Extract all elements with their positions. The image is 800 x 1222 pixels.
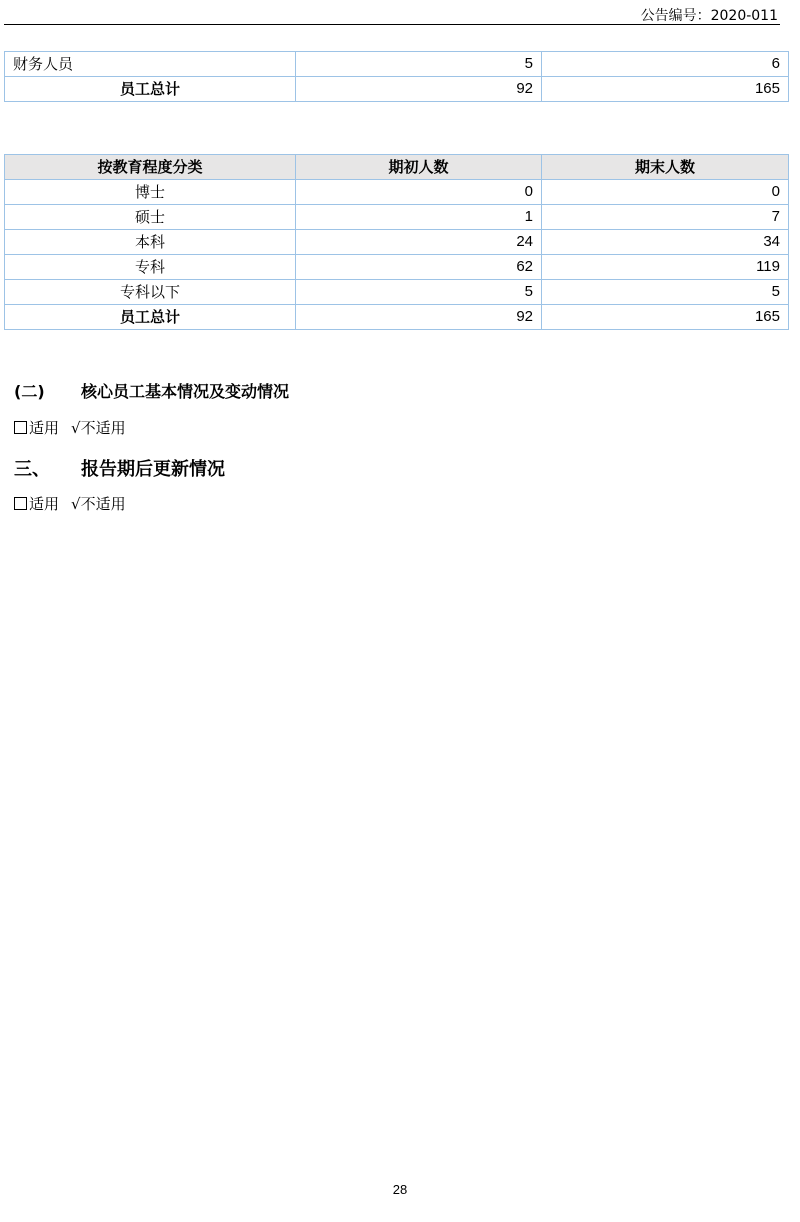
- row-label: 员工总计: [5, 305, 296, 330]
- start-count: 1: [296, 205, 542, 230]
- section-heading-post-period: [14, 455, 225, 481]
- table-row-total: [5, 77, 789, 102]
- start-count: 5: [296, 52, 542, 77]
- end-count: 34: [542, 230, 789, 255]
- section-heading-core-employees: [14, 379, 289, 402]
- section-title: 核心员工基本情况及变动情况: [81, 382, 290, 401]
- table-row: [5, 180, 789, 205]
- start-count: 5: [296, 280, 542, 305]
- row-label: 本科: [5, 230, 296, 255]
- applicability-options-post-period: [14, 493, 126, 514]
- row-label: 员工总计: [5, 77, 296, 102]
- table-row-total: [5, 305, 789, 330]
- end-count: 7: [542, 205, 789, 230]
- end-count: 165: [542, 305, 789, 330]
- section-number: (二): [14, 382, 45, 401]
- empty-checkbox-icon: [14, 421, 27, 434]
- header-start: 期初人数: [296, 155, 542, 180]
- end-count: 165: [542, 77, 789, 102]
- start-count: 24: [296, 230, 542, 255]
- end-count: 5: [542, 280, 789, 305]
- header-end: 期末人数: [542, 155, 789, 180]
- start-count: 92: [296, 77, 542, 102]
- not-applicable-label: √不适用: [71, 419, 126, 437]
- not-applicable-label: √不适用: [71, 495, 126, 513]
- section-title: 报告期后更新情况: [81, 459, 225, 480]
- table-row: [5, 52, 789, 77]
- page-number: 28: [392, 1182, 408, 1197]
- applicable-label: 适用: [29, 419, 60, 437]
- start-count: 62: [296, 255, 542, 280]
- end-count: 119: [542, 255, 789, 280]
- job-structure-table: [4, 51, 789, 102]
- table-row: [5, 205, 789, 230]
- header-divider: [4, 24, 780, 25]
- table-row: [5, 280, 789, 305]
- end-count: 0: [542, 180, 789, 205]
- section-number: 三、: [14, 459, 50, 480]
- row-label: 专科: [5, 255, 296, 280]
- row-label: 财务人员: [5, 52, 296, 77]
- announcement-number: 公告编号：2020-011: [640, 8, 778, 24]
- applicable-label: 适用: [29, 495, 60, 513]
- end-count: 6: [542, 52, 789, 77]
- row-label: 专科以下: [5, 280, 296, 305]
- start-count: 92: [296, 305, 542, 330]
- empty-checkbox-icon: [14, 497, 27, 510]
- table-row: [5, 230, 789, 255]
- header-category: 按教育程度分类: [5, 155, 296, 180]
- start-count: 0: [296, 180, 542, 205]
- row-label: 博士: [5, 180, 296, 205]
- table-row: [5, 255, 789, 280]
- education-table: [4, 154, 789, 330]
- row-label: 硕士: [5, 205, 296, 230]
- applicability-options-core: [14, 417, 126, 438]
- table-header-row: [5, 155, 789, 180]
